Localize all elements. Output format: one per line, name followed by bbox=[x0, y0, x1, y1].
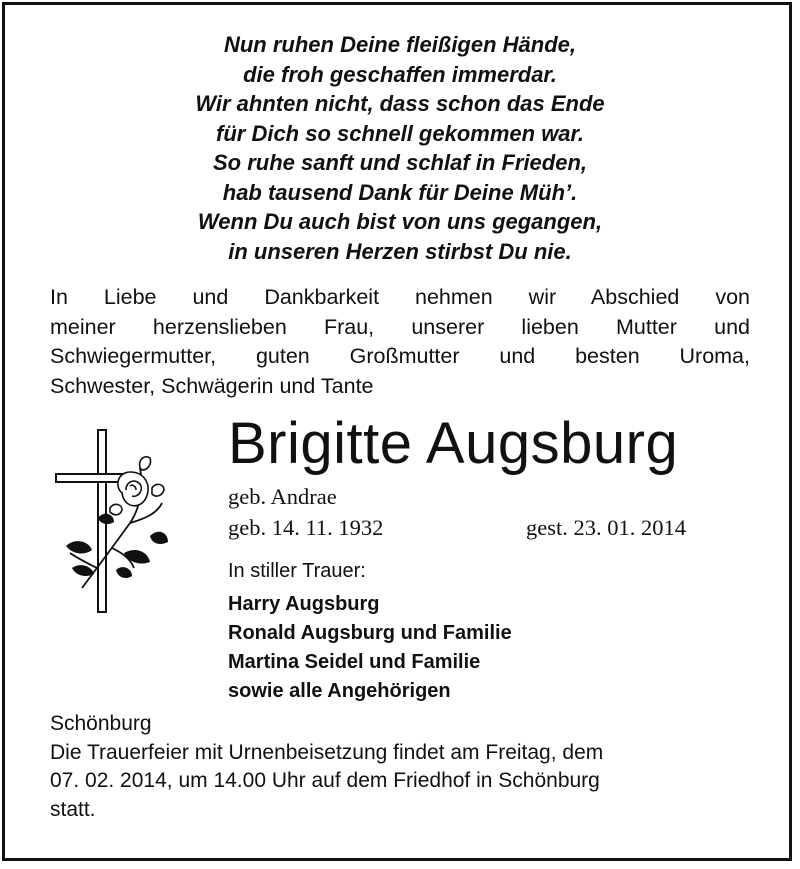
intro-text bbox=[50, 283, 750, 401]
death-date: gest. 23. 01. 2014 bbox=[526, 515, 686, 540]
poem-line: Wir ahnten nicht, dass schon das Ende bbox=[195, 91, 605, 116]
funeral-info-line: 07. 02. 2014, um 14.00 Uhr auf dem Friedhof in Schönburg bbox=[50, 769, 600, 792]
place: Schönburg bbox=[50, 712, 152, 735]
deceased-name: Brigitte Augsburg bbox=[228, 411, 679, 476]
intro-line: Schwiegermutter, guten Großmutter und besten Uroma, bbox=[50, 344, 750, 368]
birth-date: geb. 14. 11. 1932 bbox=[228, 515, 384, 540]
mourner: Harry Augsburg bbox=[228, 593, 380, 615]
poem-line: hab tausend Dank für Deine Müh’. bbox=[222, 179, 578, 205]
poem-line: Wenn Du auch bist von uns gegangen, bbox=[197, 209, 603, 234]
poem-line: für Dich so schnell gekommen war. bbox=[216, 120, 584, 146]
poem-line: die froh geschaffen immerdar. bbox=[243, 61, 557, 87]
intro-line: meiner herzenslieben Frau, unserer lieben Mutter und bbox=[50, 314, 750, 339]
mourning-heading: In stiller Trauer: bbox=[228, 560, 366, 582]
mourner: Ronald Augsburg und Familie bbox=[228, 622, 512, 644]
poem-line: in unseren Herzen stirbst Du nie. bbox=[228, 238, 572, 264]
intro-line: In Liebe und Dankbarkeit nehmen wir Abschied von bbox=[50, 285, 750, 309]
funeral-info-line: Die Trauerfeier mit Urnenbeisetzung findet am Freitag, dem bbox=[50, 740, 604, 764]
cross-with-rose-icon bbox=[52, 428, 170, 616]
poem-line: Nun ruhen Deine fleißigen Hände, bbox=[223, 32, 577, 57]
maiden-name: geb. Andrae bbox=[228, 484, 337, 509]
poem-line: So ruhe sanft und schlaf in Frieden, bbox=[212, 150, 588, 175]
mourner: sowie alle Angehörigen bbox=[228, 680, 451, 702]
funeral-info-line: statt. bbox=[50, 797, 96, 821]
mourning-heading-block bbox=[228, 557, 366, 585]
mourners-list bbox=[228, 590, 512, 706]
funeral-info bbox=[50, 710, 750, 824]
mourner: Martina Seidel und Familie bbox=[228, 651, 481, 673]
intro-line: Schwester, Schwägerin und Tante bbox=[50, 373, 374, 398]
poem bbox=[0, 30, 800, 266]
